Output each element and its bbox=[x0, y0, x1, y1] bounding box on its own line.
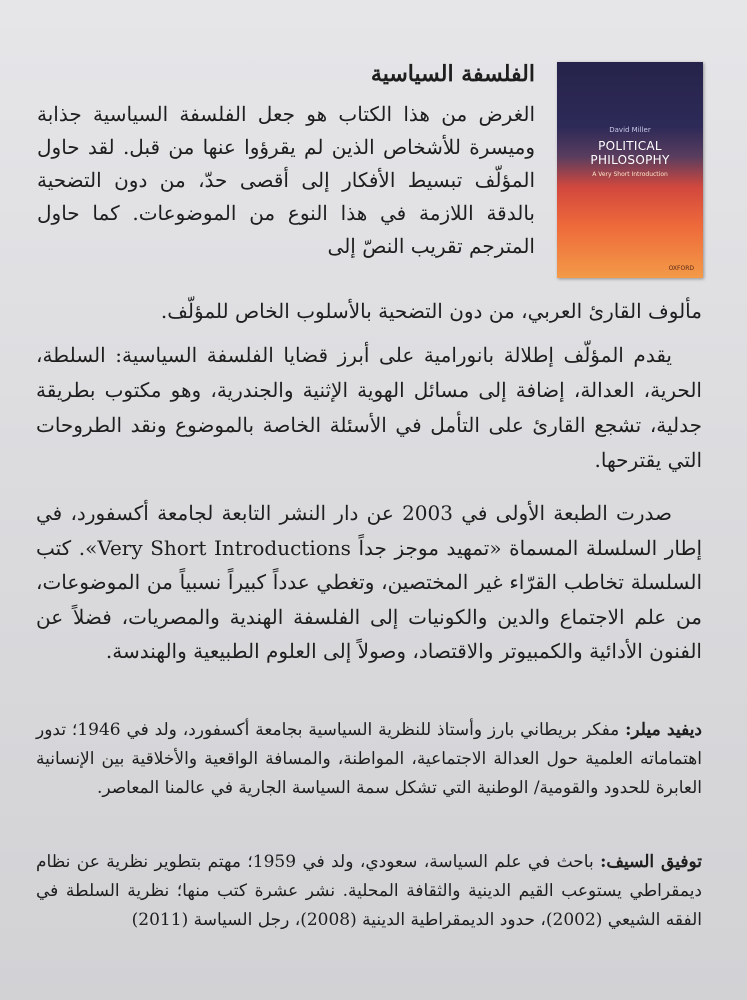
author-name: ديفيد ميلر: bbox=[625, 720, 702, 740]
author-bio bbox=[36, 716, 702, 803]
author-bio-text: مفكر بريطاني بارز وأستاذ للنظرية السياسية بجامعة أكسفورد، ولد في 1946؛ تدور اهتماماته العلمية حول العدالة الاجتماعية، المواطنة، والمسافة الواقعية والأخلاقية بين الإنسانية العابرة للحدود والقومية/ الوطنية التي تشكل سمة السياسة الجارية في عالمنا المعاصر. bbox=[36, 720, 702, 798]
translator-bio-text: باحث في علم السياسة، سعودي، ولد في 1959؛ مهتم بتطوير نظرية عن نظام ديمقراطي يستوعب القيم الدينية والثقافة المحلية. نشر عشرة كتب منها؛ نظرية السلطة في الفقه الشيعي (2002)، حدود الديمقراطية الدينية (2008)، رجل السياسة (2011) bbox=[36, 852, 702, 930]
book-cover-image bbox=[557, 62, 703, 278]
cover-author: David Miller bbox=[609, 126, 651, 134]
overview-paragraph: يقدم المؤلّف إطلالة بانورامية على أبرز قضايا الفلسفة السياسية: السلطة، الحرية، العدالة، إضافة إلى مسائل الهوية الإثنية والجندرية، وهو مكتوب بطريقة جدلية، تشجع القارئ على التأمل في الأسئلة الخاصة بالموضوع ونقد الطروحات التي يقترحها. bbox=[36, 343, 702, 472]
cover-title-line: PHILOSOPHY bbox=[590, 153, 670, 167]
cover-title-line: POLITICAL bbox=[598, 139, 662, 153]
intro-paragraph-continued: مألوف القارئ العربي، من دون التضحية بالأسلوب الخاص للمؤلّف. bbox=[160, 299, 702, 323]
cover-publisher: OXFORD bbox=[668, 265, 694, 272]
cover-subtitle: A Very Short Introduction bbox=[592, 171, 668, 178]
intro-paragraph: الغرض من هذا الكتاب هو جعل الفلسفة السياسية جذابة وميسرة للأشخاص الذين لم يقرؤوا عنها من قبل. لقد حاول المؤلّف تبسيط الأفكار إلى أقصى حدّ، من دون التضحية بالدقة اللازمة في هذا النوع من الموضوعات. كما حاول المترجم تقريب النصّ إلى bbox=[37, 102, 535, 258]
translator-name: توفيق السيف: bbox=[600, 852, 702, 872]
translator-bio bbox=[36, 848, 702, 935]
edition-paragraph: صدرت الطبعة الأولى في 2003 عن دار النشر التابعة لجامعة أكسفورد، في إطار السلسلة المسماة «تمهيد موجز جداً Very Short Introductions». كتب السلسلة تخاطب القرّاء غير المختصين، وتغطي عدداً كبيراً نسبياً من الموضوعات، من علم الاجتماع والدين والكونيات إلى الفلسفة الهندية والمصريات، فضلاً عن الفنون الأدائية والكمبيوتر والاقتصاد، وصولاً إلى العلوم الطبيعية والهندسة. bbox=[36, 501, 702, 663]
cover-title bbox=[557, 139, 703, 167]
page-title: الفلسفة السياسية bbox=[370, 61, 535, 87]
